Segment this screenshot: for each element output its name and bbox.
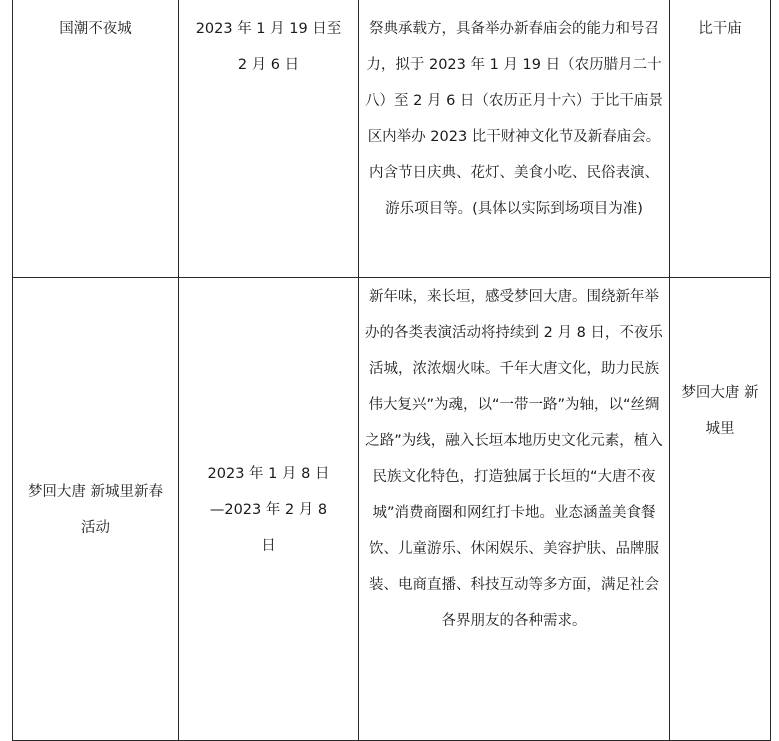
activity-description: 祭典承载方，具备举办新春庙会的能力和号召力，拟于 2023 年 1 月 19 日（农历腊月二十八）至 2 月 6 日（农历正月十六）于比干庙景区内举办 2023 比干财神文化节及新春庙会。内含节日庆典、花灯、美食小吃、民俗表演、游乐项目等。(具体以实际到场项目为准): [365, 21, 663, 217]
table-row: [13, 278, 771, 741]
activity-date-cell: [179, 278, 359, 741]
activity-name-cell: [13, 278, 179, 741]
table-row: [13, 0, 771, 278]
activity-description: 新年味，来长垣，感受梦回大唐。围绕新年举办的各类表演活动将持续到 2 月 8 日，不夜乐活城，浓浓烟火味。千年大唐文化，助力民族伟大复兴”为魂，以“一带一路”为轴，以“丝绸之路”为线，融入长垣本地历史文化元素，植入民族文化特色，打造独属于长垣的“大唐不夜城”消费商圈和网红打卡地。业态涵盖美食餐饮、儿童游乐、休闲娱乐、美容护肤、品牌服装、电商直播、科技互动等多方面，满足社会各界朋友的各种需求。: [365, 289, 663, 629]
activity-description-cell: [359, 0, 670, 278]
activity-name: 国潮不夜城: [59, 21, 132, 37]
activity-location: 比干庙: [698, 21, 742, 37]
activity-name-cell: [13, 0, 179, 278]
activity-location-cell: [670, 0, 771, 278]
activity-date: 2023 年 1 月 19 日至 2 月 6 日: [195, 21, 342, 73]
activity-date: 2023 年 1 月 8 日—2023 年 2 月 8 日: [207, 466, 330, 554]
activity-location-cell: [670, 278, 771, 741]
activity-table: [12, 0, 771, 741]
activity-location: 梦回大唐 新城里: [681, 385, 759, 437]
activity-name: 梦回大唐 新城里新春活动: [27, 484, 164, 536]
activity-description-cell: [359, 278, 670, 741]
activity-date-cell: [179, 0, 359, 278]
